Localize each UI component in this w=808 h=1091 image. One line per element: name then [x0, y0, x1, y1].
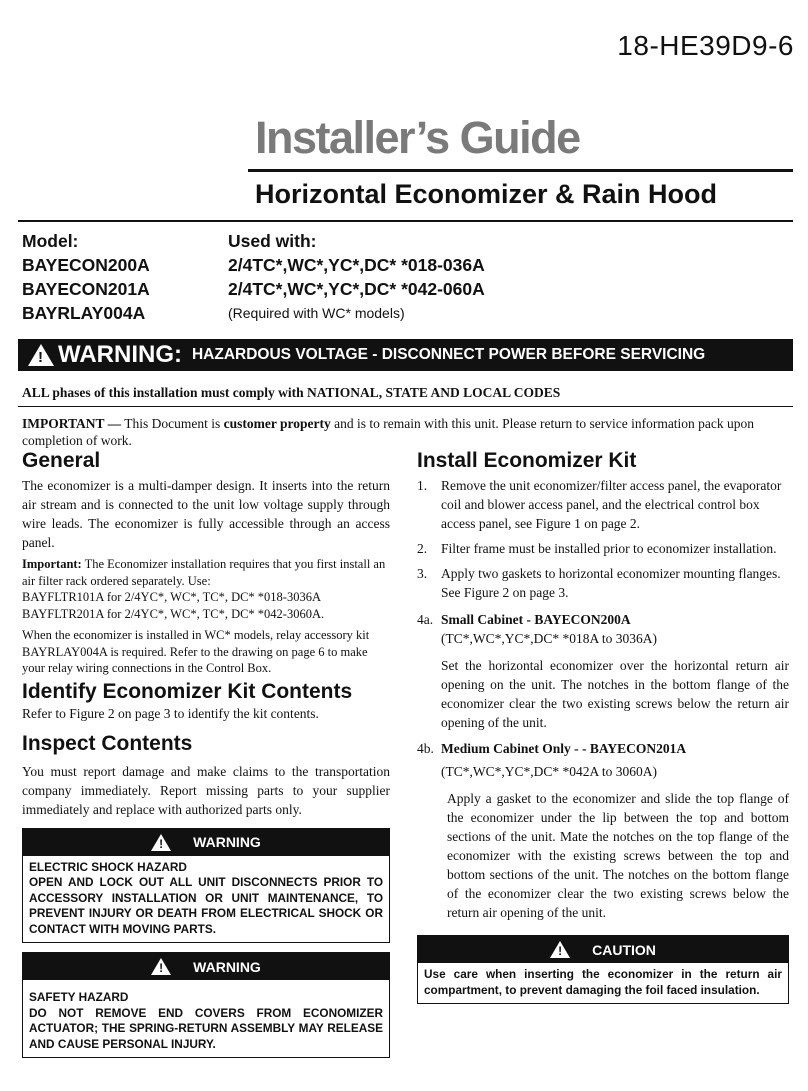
general-important-text: The Economizer installation requires that you first install an air filter rack ordered separately. Use: [22, 557, 386, 588]
general-important-label: Important: [22, 557, 82, 571]
guide-title: Installer’s Guide [255, 112, 580, 163]
warning-icon: ! [151, 834, 171, 851]
right-column [417, 449, 789, 1004]
codes-rule [18, 406, 793, 407]
used-with-note: (Required with WC* models) [228, 305, 405, 321]
warning-body: DO NOT REMOVE END COVERS FROM ECONOMIZER ACTUATOR; THE SPRING-RETURN ASSEMBLY MAY RELEASE AND CAUSE PERSONAL INJURY. [29, 1005, 383, 1051]
warning-text [23, 980, 389, 1057]
used-with-block [228, 229, 485, 325]
warning-icon: ! [28, 344, 54, 366]
title-rule [248, 169, 793, 172]
warning-title: WARNING [193, 834, 261, 850]
doc-number: 18-HE39D9-6 [617, 30, 794, 61]
install-step [417, 539, 789, 558]
warning-box [22, 828, 390, 944]
banner-text: HAZARDOUS VOLTAGE - DISCONNECT POWER BEFORE SERVICING [191, 346, 706, 363]
filter-line: BAYFLTR201A for 2/4YC*, WC*, TC*, DC* *042-3060A. [22, 606, 325, 621]
step-text: Set the horizontal economizer over the horizontal return air opening on the unit. The notches in the bottom flange of the economizer clear the two existing screws below the return air opening of the unit. [441, 658, 789, 730]
relay-note: When the economizer is installed in WC* models, relay accessory kit BAYRLAY004A is required. Refer to the drawing on page 6 to make your relay wiring connections in the Control Box. [22, 628, 370, 675]
caution-box-header [418, 936, 788, 963]
inspect-heading: Inspect Contents [22, 731, 193, 755]
identify-heading: Identify Economizer Kit Contents [22, 679, 353, 703]
warning-hazard: SAFETY HAZARD [29, 990, 129, 1004]
step-text: Apply a gasket to the economizer and slide the top flange of the economizer under the lip between the top and bottom sections of the unit. Mate the notches on the top flange of the economizer with the existing screws between the top and bottom sections of the unit. The notches on the bottom flange of the economizer clear the two existing screws below the return air opening of the unit. [447, 791, 789, 920]
step-models: (TC*,WC*,YC*,DC* *018A to 3036A) [441, 631, 657, 646]
left-column [22, 449, 390, 1058]
used-with-item: 2/4TC*,WC*,YC*,DC* *042-060A [228, 279, 485, 299]
warning-text [23, 856, 389, 943]
install-heading: Install Economizer Kit [417, 449, 637, 472]
model-item: BAYECON200A [22, 255, 150, 275]
important-notice [22, 415, 792, 449]
general-para: The economizer is a multi-damper design. It inserts into the return air stream and is connected to the unit low voltage supply through wire leads. The economizer is fully accessible through an access panel. [22, 478, 390, 550]
important-text: and is to remain with this unit. Please return to service information pack upon completion of work. [22, 416, 755, 448]
important-text: This Document is [121, 416, 224, 431]
step-title: Medium Cabinet Only - - BAYECON201A [441, 741, 687, 756]
step-number: 4a. [417, 612, 434, 627]
install-step [417, 739, 789, 758]
hazard-banner [18, 339, 793, 371]
warning-title: WARNING [193, 958, 261, 975]
product-title: Horizontal Economizer & Rain Hood [255, 179, 718, 209]
step-text: Remove the unit economizer/filter access panel, the evaporator coil and blower access panel, and the electrical control box access panel, see Figure 1 on page 2. [441, 478, 782, 531]
step-models: (TC*,WC*,YC*,DC* *042A to 3060A) [441, 764, 657, 779]
important-bold: customer property [223, 416, 331, 431]
warning-icon: ! [550, 941, 570, 958]
caution-title: CAUTION [592, 941, 656, 958]
general-heading: General [22, 449, 101, 472]
step-number: 1. [417, 478, 428, 493]
model-label: Model: [22, 231, 79, 251]
caution-box [417, 935, 789, 1004]
warning-hazard: ELECTRIC SHOCK HAZARD [29, 859, 187, 874]
general-important [22, 556, 390, 589]
step-number: 4b. [417, 741, 434, 756]
used-with-label: Used with: [228, 231, 317, 251]
warning-body: OPEN AND LOCK OUT ALL UNIT DISCONNECTS PRIOR TO ACCESSORY INSTALLATION OR UNIT MAINTENANCE, TO PREVENT INJURY OR DEATH FROM ELECTRICAL SHOCK OR CONTACT WITH MOVING PARTS. [29, 875, 383, 936]
warning-box [22, 952, 390, 1058]
section-rule [18, 220, 793, 222]
warning-box-header [23, 953, 389, 980]
warning-icon: ! [151, 958, 171, 975]
inspect-para: You must report damage and make claims to the transportation company immediately. Report missing parts to your supplier immediately and replace with authorized parts only. [22, 763, 390, 817]
install-step [417, 610, 789, 629]
model-block [22, 229, 150, 325]
step-number: 3. [417, 566, 428, 581]
filter-line: BAYFLTR101A for 2/4YC*, WC*, TC*, DC* *018-3036A [22, 590, 321, 604]
step-number: 2. [417, 541, 428, 556]
install-step [417, 476, 789, 533]
used-with-item: 2/4TC*,WC*,YC*,DC* *018-036A [228, 255, 485, 275]
codes-line: ALL phases of this installation must comply with NATIONAL, STATE AND LOCAL CODES [22, 385, 561, 400]
step-title: Small Cabinet - BAYECON200A [441, 612, 631, 627]
important-lead: IMPORTANT — [22, 416, 122, 431]
install-step [417, 564, 789, 602]
model-item: BAYECON201A [22, 279, 150, 299]
banner-label: WARNING: [58, 341, 182, 368]
caution-text: Use care when inserting the economizer in the return air compartment, to prevent damaging the foil faced insulation. [424, 967, 782, 997]
step-text: Apply two gaskets to horizontal economizer mounting flanges. See Figure 2 on page 3. [441, 566, 781, 600]
model-item: BAYRLAY004A [22, 303, 146, 323]
step-text: Filter frame must be installed prior to economizer installation. [441, 541, 777, 556]
identify-para: Refer to Figure 2 on page 3 to identify the kit contents. [22, 705, 319, 721]
warning-box-header [23, 829, 389, 856]
